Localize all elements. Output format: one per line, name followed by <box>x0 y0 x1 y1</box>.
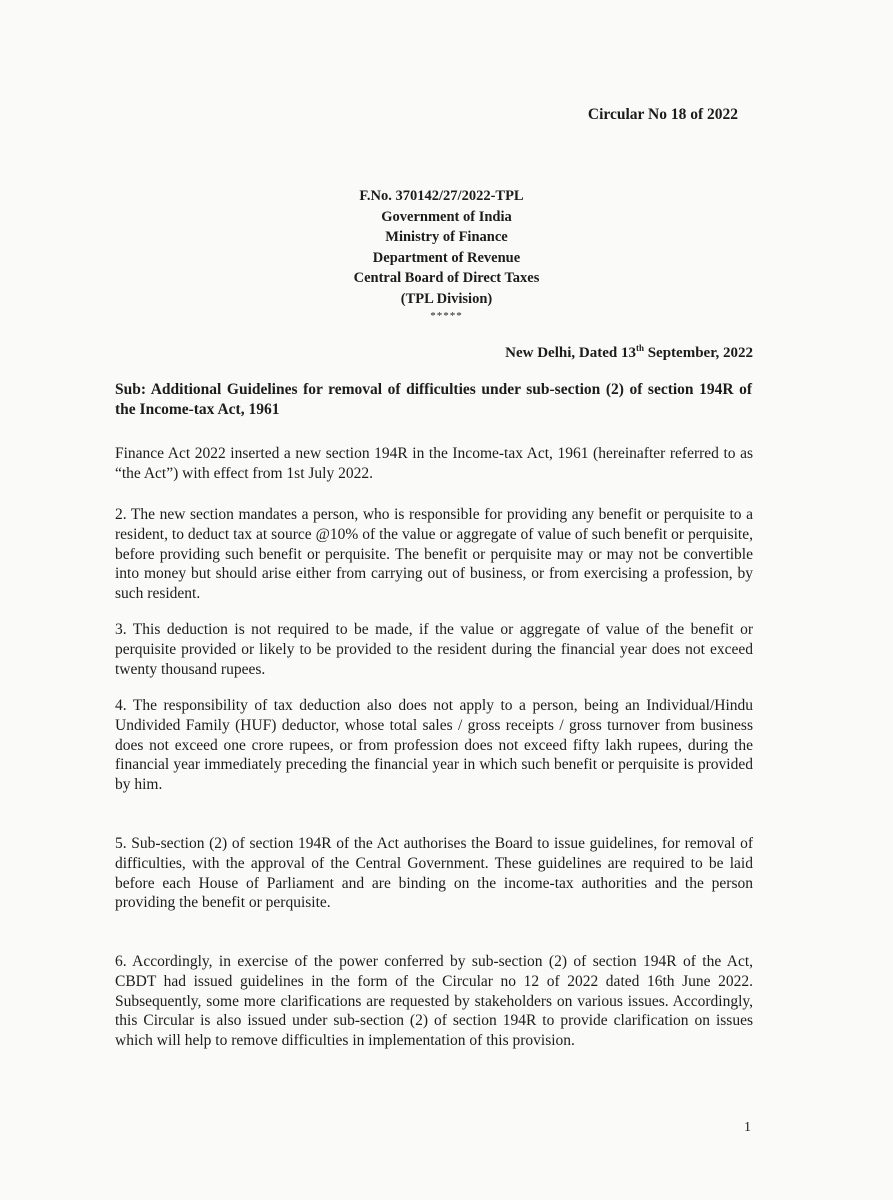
paragraph-6: 6. Accordingly, in exercise of the power conferred by sub-section (2) of section 194R of the Act, CBDT had issued guidelines in the form of the Circular no 12 of 2022 dated 16th June 2022. Subsequently, some more clarifications are requested by stakeholders on various issues. Accordingly, this Circular is also issued under sub-section (2) of section 194R to provide clarification on issues which will help to remove difficulties in implementation of this provision. <box>115 953 753 1050</box>
letterhead <box>0 186 893 323</box>
header-separator-stars: ***** <box>430 310 463 322</box>
page-number: 1 <box>744 1120 751 1135</box>
file-number: F.No. 370142/27/2022-TPL <box>359 188 524 204</box>
header-board: Central Board of Direct Taxes <box>353 270 540 286</box>
paragraph-5: 5. Sub-section (2) of section 194R of the Act authorises the Board to issue guidelines, for removal of difficulties, with the approval of the Central Government. These guidelines are required to be laid before each House of Parliament and are binding on the income-tax authorities and the person providing the benefit or perquisite. <box>115 835 753 912</box>
circular-number: Circular No 18 of 2022 <box>587 106 738 123</box>
header-department: Department of Revenue <box>372 249 521 266</box>
date-prefix: New Delhi, Dated 13 <box>505 345 636 361</box>
header-division: (TPL Division) <box>400 290 493 307</box>
date-ordinal-suffix: th <box>635 343 644 353</box>
paragraph-2: 2. The new section mandates a person, who is responsible for providing any benefit or perquisite to a resident, to deduct tax at source @10% of the value or aggregate of value of such benefit or perquisite, before providing such benefit or perquisite. The benefit or perquisite may or may not be convertible into money but should arise either from carrying out of business, or from exercising a profession, by such resident. <box>115 506 753 603</box>
subject-line: Sub: Additional Guidelines for removal of difficulties under sub-section (2) of section 194R of the Income-tax Act, 1961 <box>115 381 752 418</box>
header-ministry: Ministry of Finance <box>385 229 508 245</box>
paragraph-intro: Finance Act 2022 inserted a new section 194R in the Income-tax Act, 1961 (hereinafter referred to as “the Act”) with effect from 1st July 2022. <box>115 445 753 482</box>
header-government: Government of India <box>381 208 512 225</box>
paragraph-4: 4. The responsibility of tax deduction also does not apply to a person, being an Individual/Hindu Undivided Family (HUF) deductor, whose total sales / gross receipts / gross turnover from business does not exceed one crore rupees, or from profession does not exceed fifty lakh rupees, during the financial year immediately preceding the financial year in which such benefit or perquisite is provided by him. <box>115 697 753 794</box>
paragraph-3: 3. This deduction is not required to be made, if the value or aggregate of value of the benefit or perquisite provided or likely to be provided to the resident during the financial year does not exceed twenty thousand rupees. <box>115 621 753 678</box>
date-rest: September, 2022 <box>643 345 753 361</box>
place-and-date <box>505 343 753 362</box>
